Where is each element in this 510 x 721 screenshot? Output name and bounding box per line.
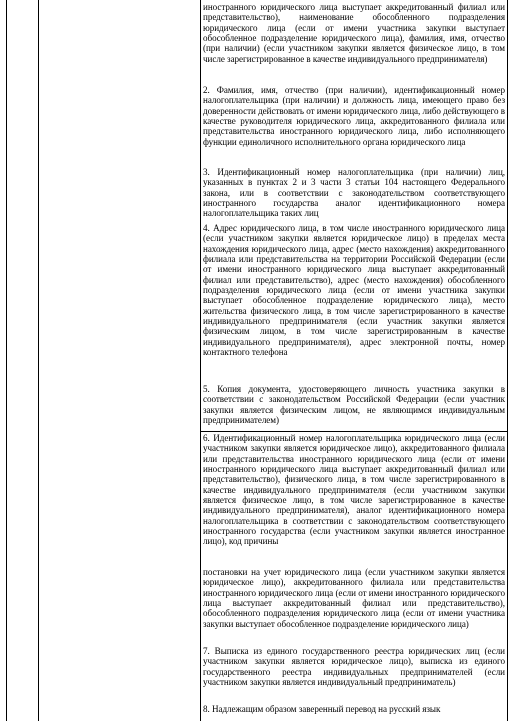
table-border-left (6, 0, 7, 721)
requirement-text-6: 6. Идентификационный номер налогоплательщика юридического лица (если участником закупки является юридическое лицо), аккредитованного филиала или представительства иностранного юридического лица (если от имени иностранного юридического лица выступает аккредитованный филиал или представительство), физического лица, в том числе зарегистрированного в качестве индивидуального предпринимателя (если участником закупки является физическое лицо, в том числе зарегистрированное в качестве индивидуального предпринимателя), аналог идентификационного номера налогоплательщика в соответствии с законодательством соответствующего иностранного государства (если участником закупки является иностранное лицо), код причины (203, 433, 505, 547)
table-column-divider-1 (38, 0, 39, 721)
requirement-text-5: 5. Копия документа, удостоверяющего личность участника закупки в соответствии с законодательством Российской Федерации (если участник закупки является физическим лицом, не являющимся индивидуальным предпринимателем) (203, 384, 505, 426)
requirement-text-6-continuation: постановки на учет юридического лица (если участником закупки является юридическое лицо), аккредитованного филиала или представительства иностранного юридического лица (если от имени иностранного юридического лица выступает аккредитованный филиал или представительство), обособленного подразделения юридического лица (если от имени участника закупки выступает обособленное подразделение юридического лица) (203, 567, 505, 629)
table-row-divider (200, 431, 507, 432)
requirement-text-7: 7. Выписка из единого государственного реестра юридических лиц (если участником закупки является юридическое лицо), выписка из единого государственного реестра индивидуальных предпринимателей (если участником закупки является индивидуальный предприниматель) (203, 646, 505, 688)
requirement-text-4: 4. Адрес юридического лица, в том числе иностранного юридического лица (если участником закупки является юридическое лицо) в пределах места нахождения юридического лица, адрес (место нахождения) аккредитованного филиала или представительства на территории Российской Федерации (если от имени иностранного юридического лица выступает аккредитованный филиал или представительство), адрес (место нахождения) обособленного подразделения юридического лица (если от имени участника закупки выступает обособленное подразделение юридического лица), место жительства физического лица, в том числе зарегистрированного в качестве индивидуального предпринимателя (если участник закупки является физическим лицом, в том числе зарегистрированным в качестве индивидуального предпринимателя), адрес электронной почты, номер контактного телефона (203, 223, 505, 358)
requirement-text-3: 3. Идентификационный номер налогоплательщика (при наличии) лиц, указанных в пунктах 2 и 3 части 3 статьи 104 настоящего Федерального закона, или в соответствии с законодательством соответствующего иностранного государства аналог идентификационного номера налогоплательщика таких лиц (203, 167, 505, 219)
table-border-right (507, 0, 508, 721)
requirement-text-1: иностранного юридического лица выступает аккредитованный филиал или представительство), наименование обособленного подразделения юридического лица (если от имени участника закупки выступает обособленное подразделение юридического лица), фамилия, имя, отчество (при наличии) (если участником закупки является физическое лицо, в том числе зарегистрированное в качестве индивидуального предпринимателя) (203, 2, 505, 64)
table-column-divider-2 (200, 0, 201, 721)
requirement-text-2: 2. Фамилия, имя, отчество (при наличии), идентификационный номер налогоплательщика (при наличии) и должность лица, имеющего право без доверенности действовать от имени юридического лица, либо действующего в качестве руководителя юридического лица, аккредитованного филиала или представительства иностранного юридического лица, либо исполняющего функции единоличного исполнительного органа юридического лица (203, 85, 505, 147)
requirement-text-8: 8. Надлежащим образом заверенный перевод на русский язык (203, 704, 441, 714)
